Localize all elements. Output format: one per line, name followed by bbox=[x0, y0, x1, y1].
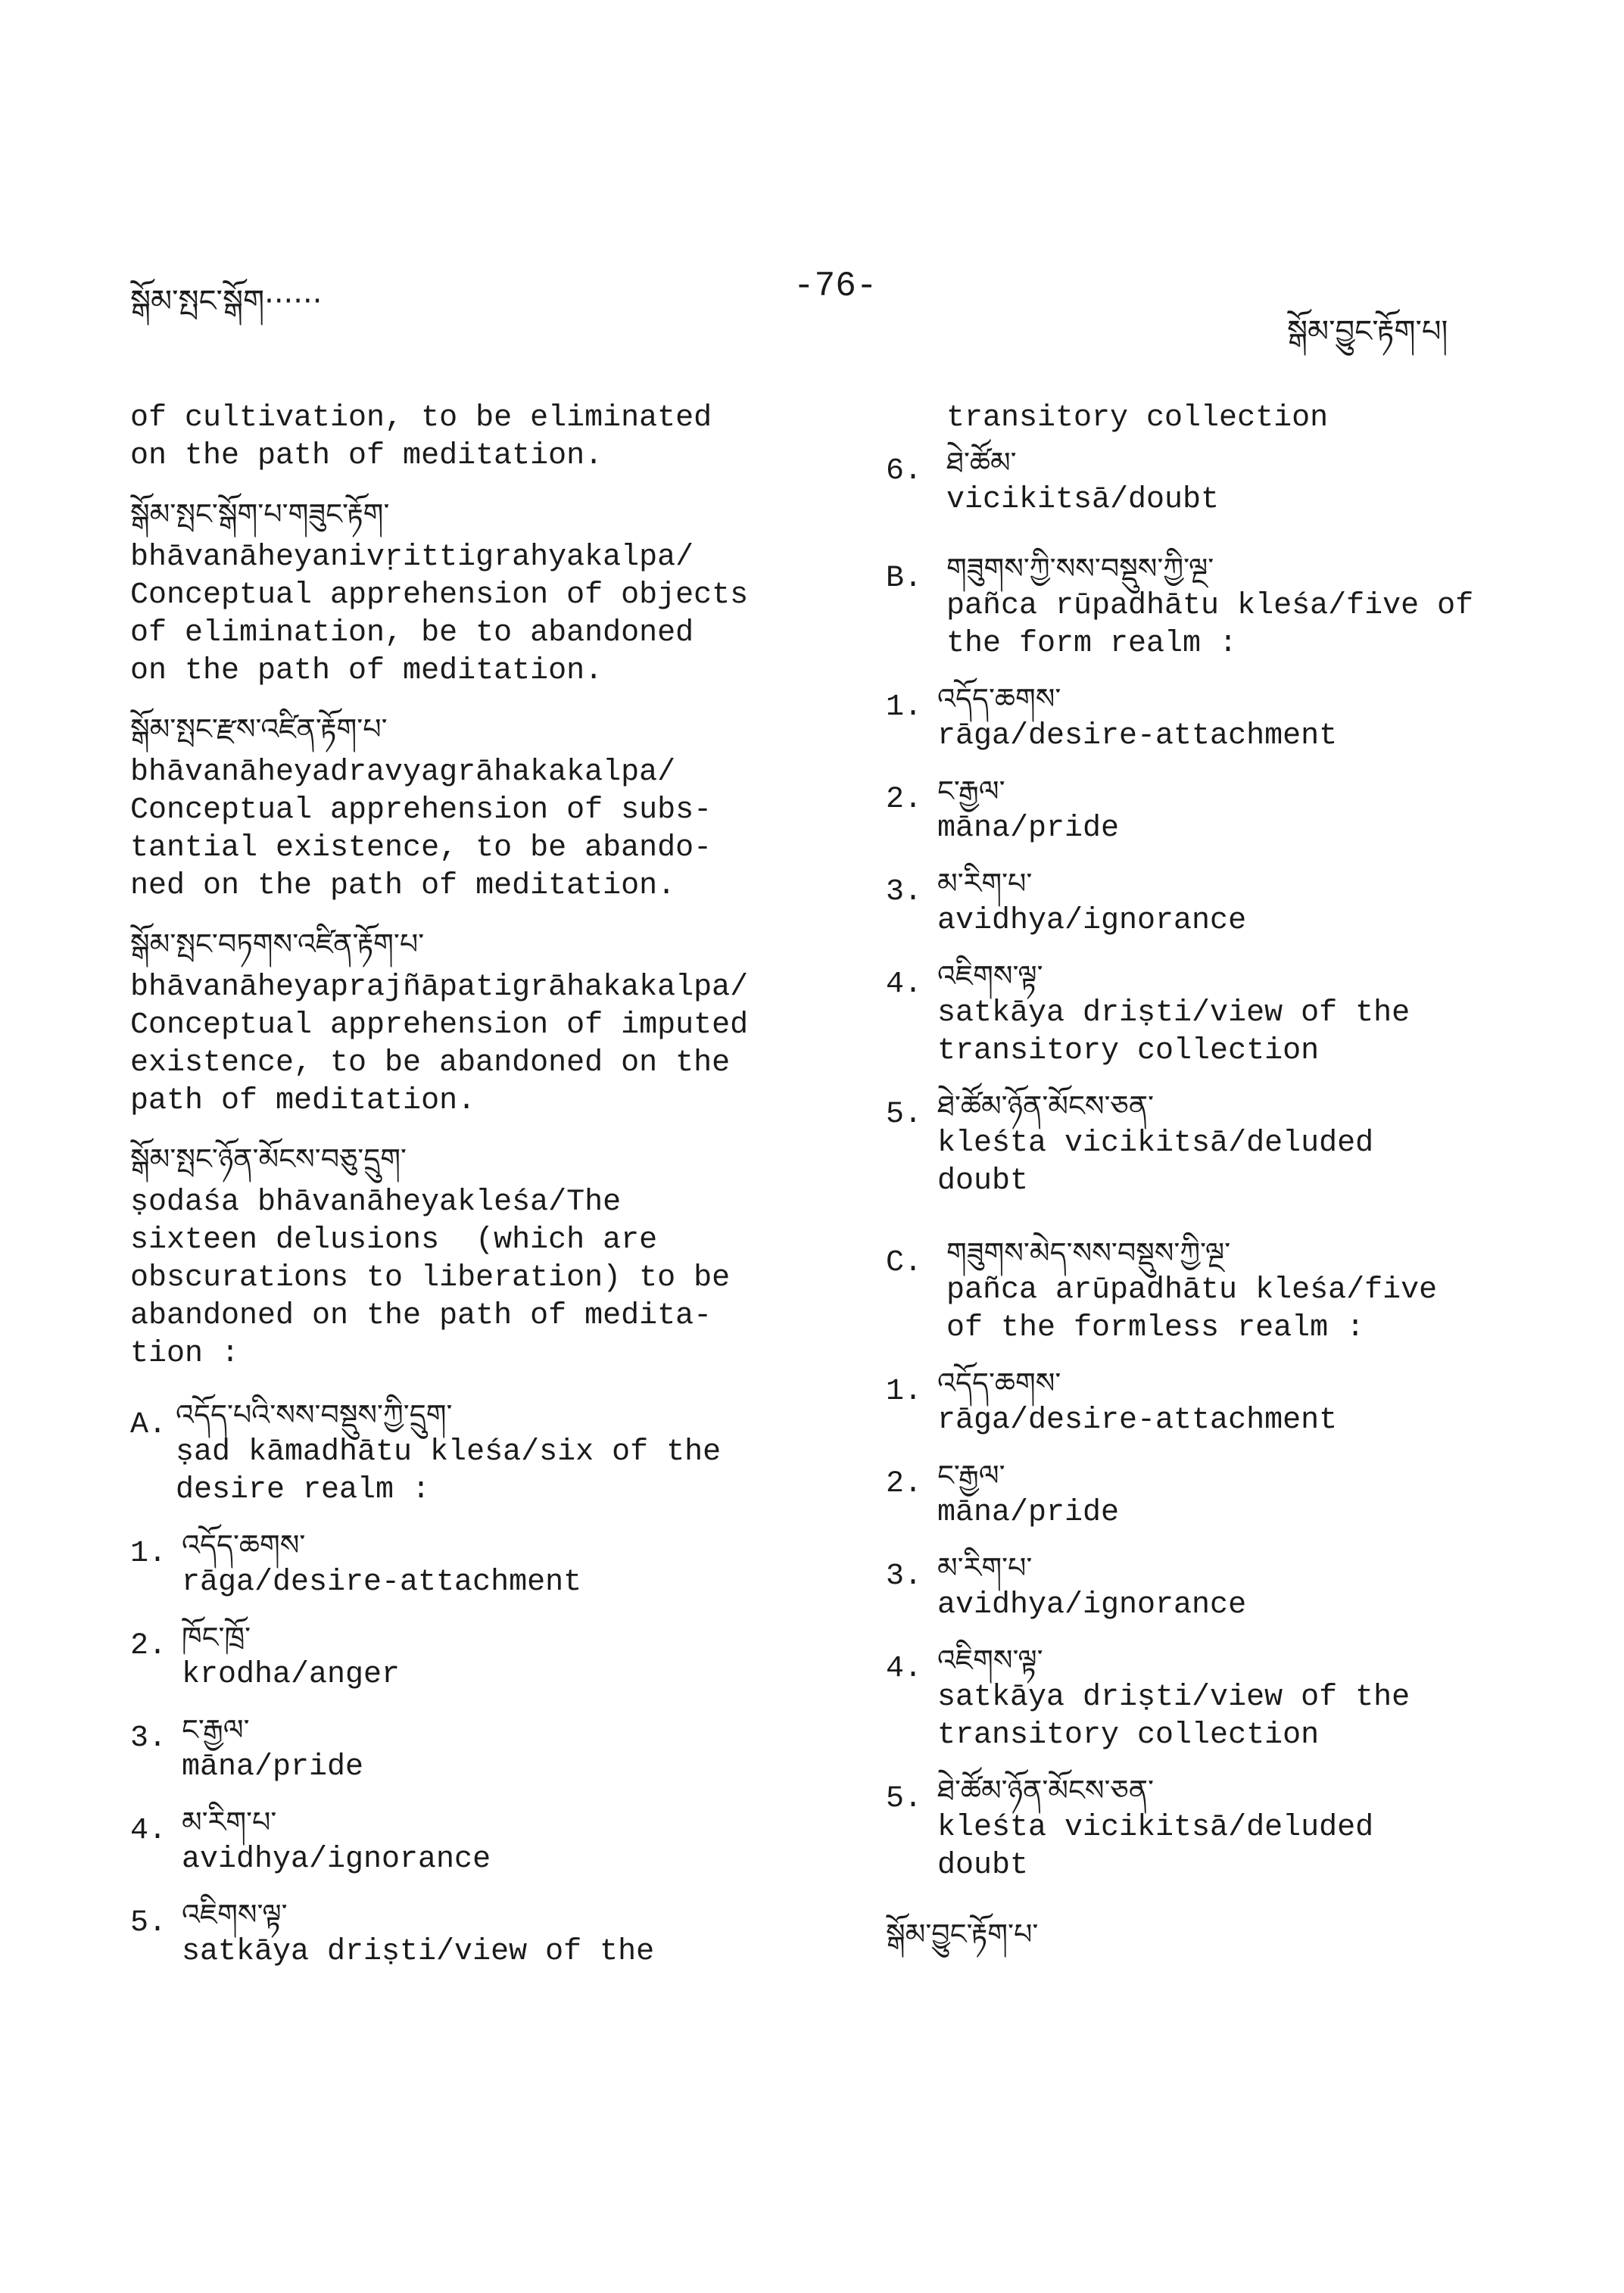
section-label: A. bbox=[130, 1408, 167, 1442]
section-label: B. bbox=[886, 562, 923, 596]
tibetan-term: འཇིགས་ལྟ་ bbox=[182, 1898, 288, 1931]
list-item: 1. འདོད་ཆགས་ rāga/desire-attachment bbox=[130, 1526, 812, 1602]
list-item: 5. འཇིགས་ལྟ་ satkāya driṣti/view of the bbox=[130, 1896, 812, 1971]
left-column bbox=[130, 400, 812, 1971]
section-label: C. bbox=[886, 1246, 923, 1280]
list-item: 2. ཁོང་ཁྲོ་ krodha/anger bbox=[130, 1618, 812, 1694]
list-item: 4. འཇིགས་ལྟ་ satkāya driṣti/view of the transitory collection bbox=[886, 1641, 1590, 1755]
tibetan-term: མ་རིག་པ་ bbox=[182, 1805, 277, 1839]
list-item: 2. ང་རྒྱལ་ māna/pride bbox=[886, 1456, 1590, 1532]
tibetan-term: ང་རྒྱལ་ bbox=[937, 774, 1005, 808]
page-number: -76- bbox=[793, 266, 877, 306]
section-a: A. འདོད་པའི་སས་བསྡུས་ཀྱི་དྲུག་ ṣad kāmadhātu kleśa/six of the desire realm : bbox=[130, 1396, 812, 1509]
tibetan-term: ང་རྒྱལ་ bbox=[182, 1713, 250, 1746]
tibetan-term: ཐེ་ཚོམ་ bbox=[946, 446, 1017, 479]
tibetan-term: མ་རིག་པ་ bbox=[937, 1551, 1033, 1584]
list-item: 3. མ་རིག་པ་ avidhya/ignorance bbox=[886, 1549, 1590, 1625]
tibetan-term: ང་རྒྱལ་ bbox=[937, 1459, 1005, 1492]
list-item: 5. ཐེ་ཚོམ་ཉོན་མོངས་ཅན་ kleśta vicikitsā/deluded doubt bbox=[886, 1771, 1590, 1885]
tibetan-term: སྒོམ་སྤང་སྒོག་པ་གཟུང་རྟོག་ bbox=[130, 497, 390, 531]
list-item: 4. མ་རིག་པ་ avidhya/ignorance bbox=[130, 1803, 812, 1879]
tibetan-term: སྒོམ་སྤང་ཉོན་མོངས་བཅུ་དྲུག་ bbox=[130, 1142, 407, 1176]
tibetan-term: ཁོང་ཁྲོ་ bbox=[182, 1621, 251, 1654]
tibetan-term: གཟུགས་མེད་སས་བསྡུས་ཀྱི་ལྔ་ bbox=[946, 1236, 1231, 1270]
list-item: 4. འཇིགས་ལྟ་ satkāya driṣti/view of the transitory collection bbox=[886, 957, 1590, 1070]
glossary-entry: སྒོམ་སྤང་སྒོག་པ་གཟུང་རྟོག་ bhāvanāheyanivṛittigrahyakalpa/ Conceptual apprehension of objects of elimination, be to abandoned on the path of meditation. bbox=[130, 495, 812, 690]
glossary-entry: སྒོམ་སྤང་བཏགས་འཛིན་རྟོག་པ་ bhāvanāheyaprajñāpatigrāhakakalpa/ Conceptual apprehension of imputed existence, to be abandoned on the path of meditation. bbox=[130, 925, 812, 1120]
list-item: 5. ཐེ་ཚོམ་ཉོན་མོངས་ཅན་ kleśta vicikitsā/deluded doubt bbox=[886, 1087, 1590, 1201]
tibetan-term: སྒོམ་སྤང་རྫས་འཛིན་རྟོག་པ་ bbox=[130, 712, 388, 746]
section-b: B. གཟུགས་ཀྱི་སས་བསྡུས་ཀྱི་ལྔ་ pañca rūpadhātu kleśa/five of the form realm : bbox=[886, 550, 1590, 663]
list-item: 1. འདོད་ཆགས་ rāga/desire-attachment bbox=[886, 1364, 1590, 1440]
glossary-entry: སྒོམ་སྤང་རྫས་འཛིན་རྟོག་པ་ bhāvanāheyadravyagrāhakakalpa/ Conceptual apprehension of subs- tantial existence, to be abando- ned on the path of meditation. bbox=[130, 710, 812, 905]
tibetan-term: འཇིགས་ལྟ་ bbox=[937, 1643, 1043, 1677]
tibetan-term: ཐེ་ཚོམ་ཉོན་མོངས་ཅན་ bbox=[937, 1089, 1155, 1123]
tibetan-term: འདོད་ཆགས་ bbox=[937, 682, 1061, 715]
list-item: 3. མ་རིག་པ་ avidhya/ignorance bbox=[886, 865, 1590, 940]
list-item: 1. འདོད་ཆགས་ rāga/desire-attachment bbox=[886, 680, 1590, 756]
tibetan-term: ཐེ་ཚོམ་ཉོན་མོངས་ཅན་ bbox=[937, 1774, 1155, 1807]
running-header-left: སྒོམ་སྤང་སྒོག······ bbox=[130, 284, 323, 319]
tibetan-term: འདོད་ཆགས་ bbox=[182, 1528, 306, 1562]
list-item: 6. ཐེ་ཚོམ་ vicikitsā/doubt bbox=[886, 444, 1590, 519]
right-column bbox=[886, 400, 1590, 1959]
tibetan-term: འདོད་ཆགས་ bbox=[937, 1366, 1061, 1400]
continuation-text: of cultivation, to be eliminated on the path of meditation. bbox=[130, 401, 712, 473]
tibetan-term: སྒོམ་བྱུང་རྟོག་པ་ bbox=[886, 1918, 1039, 1951]
section-c: C. གཟུགས་མེད་སས་བསྡུས་ཀྱི་ལྔ་ pañca arūpadhātu kleśa/five of the formless realm : bbox=[886, 1234, 1590, 1347]
running-header-right: སྒོམ་བྱུང་རྟོག་པ། bbox=[1287, 314, 1448, 349]
continuation-text: transitory collection bbox=[946, 401, 1329, 435]
list-item: 3. ང་རྒྱལ་ māna/pride bbox=[130, 1711, 812, 1787]
glossary-entry: སྒོམ་སྤང་ཉོན་མོངས་བཅུ་དྲུག་ ṣodaśa bhāvanāheyakleśa/The sixteen delusions (which are obscurations to liberation) to be abandoned on the path of medita- tion : bbox=[130, 1140, 812, 1373]
tibetan-term: འདོད་པའི་སས་བསྡུས་ཀྱི་དྲུག་ bbox=[176, 1398, 453, 1432]
list-item: 2. ང་རྒྱལ་ māna/pride bbox=[886, 772, 1590, 848]
tibetan-term: མ་རིག་པ་ bbox=[937, 867, 1033, 900]
tibetan-term: འཇིགས་ལྟ་ bbox=[937, 959, 1043, 992]
tibetan-term: གཟུགས་ཀྱི་སས་བསྡུས་ཀྱི་ལྔ་ bbox=[946, 552, 1214, 585]
tibetan-term: སྒོམ་སྤང་བཏགས་འཛིན་རྟོག་པ་ bbox=[130, 927, 425, 961]
